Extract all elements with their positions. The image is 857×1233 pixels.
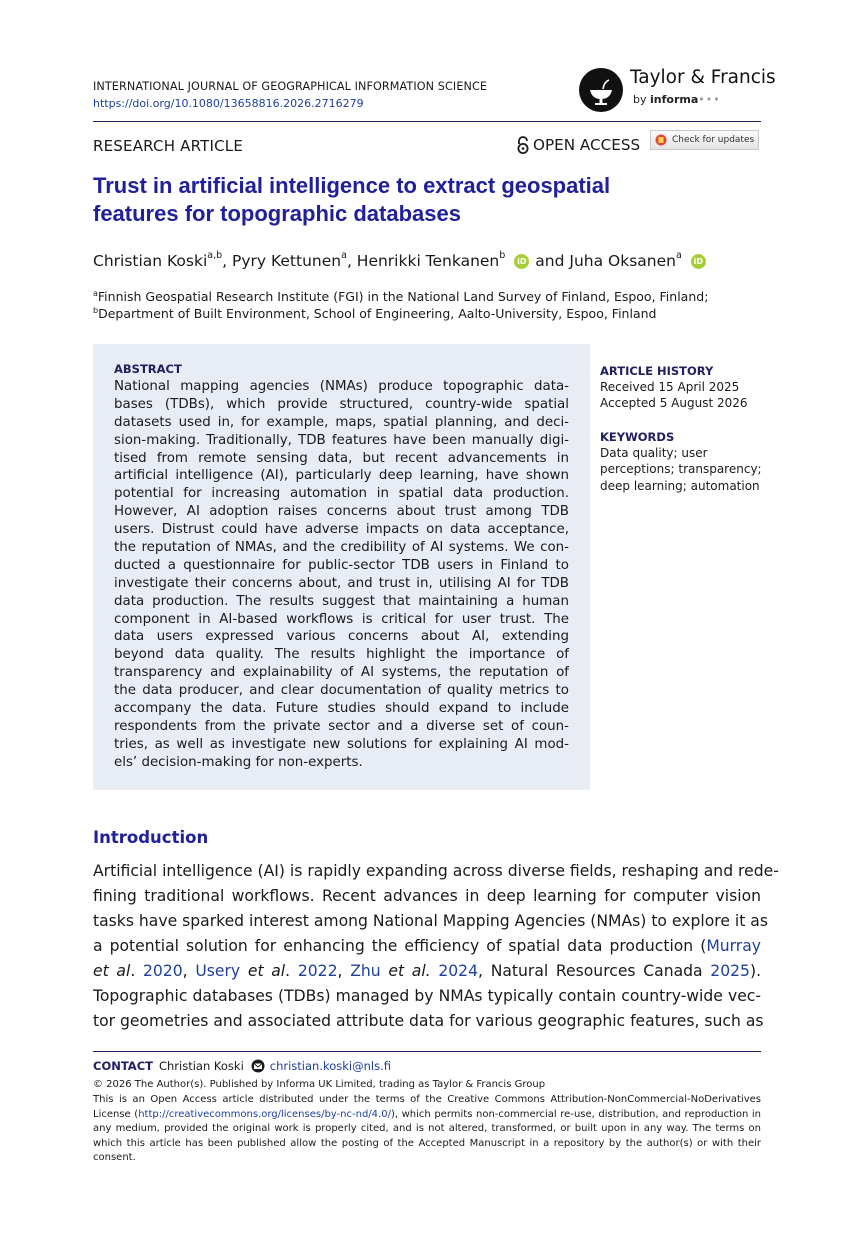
- abstract-line: data production. The results suggest that maintaining a human: [114, 593, 569, 609]
- introduction-body: [93, 859, 779, 1034]
- affiliation-sup: a: [93, 289, 98, 298]
- intro-text: tor geometries and associated attribute data for various geographic features, such as: [93, 1012, 764, 1030]
- abstract-line: els’ decision-making for non-experts.: [114, 754, 363, 770]
- intro-line: [93, 859, 779, 884]
- license-line: [93, 1151, 761, 1166]
- contact-email-link[interactable]: christian.koski@nls.fi: [269, 1059, 391, 1073]
- orcid-icon[interactable]: iD: [691, 254, 706, 269]
- affiliation-a: [93, 289, 708, 304]
- abstract-line: transparency and explainability of AI systems, the reputation of: [114, 665, 569, 681]
- abstract-line: artificial intelligence (AI), particularly deep learning, have shown: [114, 468, 569, 484]
- license-text: consent.: [93, 1152, 136, 1163]
- intro-link[interactable]: 2024: [438, 962, 479, 980]
- license-text: any medium, provided the original work is properly cited, and is not altered, transformed, or built upon in any way. The terms on: [93, 1123, 761, 1134]
- keywords-line: deep learning; automation: [600, 478, 760, 493]
- abstract-line: component in AI-based workflows is critical for user trust. The: [114, 611, 569, 627]
- abstract-line: investigate their concerns about, and trust in, utilising AI for TDB: [114, 575, 569, 591]
- author-list: [93, 249, 712, 270]
- keywords-list: [600, 445, 762, 494]
- abstract-line: beyond data quality. The results highlight the importance of: [114, 647, 569, 663]
- intro-text: fining traditional workflows. Recent advances in deep learning for computer vision: [93, 887, 761, 905]
- intro-line: [93, 909, 768, 934]
- intro-text: .: [130, 962, 143, 980]
- intro-text: Artificial intelligence (AI) is rapidly expanding across diverse fields, reshaping and rede-: [93, 862, 779, 880]
- license-link[interactable]: http://creativecommons.org/licenses/by-nc-nd/4.0/: [138, 1108, 391, 1120]
- open-access-badge: [516, 136, 640, 154]
- abstract-line: datasets used in, for example, maps, spatial planning, and deci-: [114, 414, 569, 430]
- publisher-name: Taylor & Francis: [630, 67, 776, 88]
- author-separator: and: [535, 252, 570, 270]
- intro-line: [93, 1009, 764, 1034]
- doi-link[interactable]: https://doi.org/10.1080/13658816.2026.2716279: [93, 97, 364, 110]
- publisher-sub-brand: informa: [650, 93, 699, 106]
- intro-link[interactable]: 2025: [710, 962, 750, 980]
- author-affil-sup: b: [499, 249, 506, 261]
- article-title: [93, 172, 733, 228]
- abstract-line: potential for increasing automation in spatial data production.: [114, 486, 569, 502]
- publisher-subtitle: [633, 93, 721, 106]
- author-affil-sup: a: [675, 249, 682, 261]
- abstract-line: tries, as well as investigate new solutions for explaining AI mod-: [114, 736, 569, 752]
- open-lock-icon: [516, 136, 530, 154]
- intro-line: [93, 884, 761, 909]
- footer-rule: [93, 1051, 761, 1052]
- abstract-line: sion-making. Traditionally, TDB features have been manually digi-: [114, 432, 569, 448]
- author-affil-sup: a: [341, 249, 347, 261]
- intro-line: [93, 959, 761, 984]
- abstract-line: National mapping agencies (NMAs) produce topographic data-: [114, 379, 569, 394]
- abstract-line: However, AI adoption raises concerns about trust among TDB: [114, 504, 569, 520]
- publisher-logo-mark-icon: [579, 68, 623, 112]
- contact-line: [93, 1059, 391, 1073]
- abstract-line: tised from remote sensing data, but recent advancements in: [114, 450, 569, 466]
- abstract-line: respondents from the private sector and a diverse set of coun-: [114, 718, 569, 734]
- affiliation-b: [93, 306, 656, 321]
- author-separator: ,: [346, 252, 357, 270]
- keywords-heading: KEYWORDS: [600, 430, 675, 444]
- author-name[interactable]: Juha Oksanen: [569, 252, 676, 270]
- open-access-label: OPEN ACCESS: [533, 136, 641, 154]
- journal-name: INTERNATIONAL JOURNAL OF GEOGRAPHICAL INFORMATION SCIENCE: [93, 80, 488, 93]
- abstract-text: [114, 378, 569, 772]
- check-updates-label: Check for updates: [672, 135, 755, 145]
- author-separator: ,: [222, 252, 233, 270]
- intro-text: [240, 962, 248, 980]
- copyright-notice: © 2026 The Author(s). Published by Informa UK Limited, trading as Taylor & Francis Group: [93, 1079, 546, 1090]
- title-line: features for topographic databases: [93, 201, 461, 226]
- intro-link[interactable]: 2020: [142, 962, 183, 980]
- affiliation-text: Finnish Geospatial Research Institute (FGI) in the National Land Survey of Finland, Espoo, Finland;: [97, 289, 709, 304]
- contact-name: Christian Koski: [158, 1059, 244, 1073]
- license-text: License (: [93, 1108, 139, 1120]
- contact-label: CONTACT: [93, 1059, 153, 1073]
- intro-link[interactable]: Zhu: [350, 962, 381, 980]
- keywords-line: perceptions; transparency;: [600, 462, 762, 477]
- abstract-line: bases (TDBs), which provide structured, country-wide spatial: [114, 396, 569, 412]
- intro-text: tasks have sparked interest among National Mapping Agencies (NMAs) to explore it as: [93, 912, 768, 930]
- intro-text: ,: [182, 962, 196, 980]
- intro-text: ,: [337, 962, 351, 980]
- abstract-line: users. Distrust could have adverse impacts on data acceptance,: [114, 522, 569, 538]
- header-rule: [93, 121, 761, 122]
- abstract-line: data users expressed various concerns about AI, extending: [114, 629, 569, 645]
- abstract-heading: ABSTRACT: [114, 362, 182, 376]
- orcid-icon[interactable]: iD: [514, 254, 529, 269]
- intro-link[interactable]: Usery: [195, 962, 241, 980]
- abstract-box: [93, 344, 590, 790]
- keywords-line: Data quality; user: [600, 446, 708, 460]
- section-heading-introduction: Introduction: [93, 828, 209, 847]
- license-line: [93, 1093, 761, 1108]
- intro-text: , Natural Resources Canada: [478, 962, 711, 980]
- intro-line: [93, 934, 761, 959]
- abstract-line: accompany the data. Future studies should expand to include: [114, 701, 569, 717]
- intro-text: .: [285, 962, 298, 980]
- intro-text: ).: [749, 962, 762, 980]
- publisher-logo[interactable]: [579, 66, 776, 112]
- check-updates-button[interactable]: [650, 130, 759, 150]
- license-line: [93, 1122, 761, 1137]
- abstract-line: the data producer, and clear documentation of quality metrics to: [114, 683, 569, 699]
- article-history-dates: [600, 379, 748, 412]
- accepted-date: Accepted 5 August 2026: [600, 396, 748, 411]
- intro-text: Topographic databases (TDBs) managed by NMAs typically contain country-wide vec-: [93, 987, 761, 1005]
- license-notice: [93, 1093, 761, 1166]
- license-text: which this article has been published allow the posting of the Accepted Manuscript in a repository by the author(s) or with their: [93, 1137, 761, 1149]
- publisher-sub-prefix: by: [633, 93, 650, 106]
- license-line: [93, 1137, 761, 1152]
- abstract-line: ducted a questionnaire for public-sector TDB users in Finland to: [114, 557, 569, 573]
- abstract-line: the reputation of NMAs, and the credibility of AI systems. We con-: [114, 540, 569, 556]
- author-name[interactable]: Henrikki Tenkanen: [356, 252, 500, 270]
- intro-line: [93, 984, 761, 1009]
- publisher-sub-dots: •••: [698, 93, 721, 106]
- license-text: ), which permits non-commercial re-use, distribution, and reproduction in: [390, 1108, 761, 1120]
- affiliation-sup: b: [93, 306, 99, 315]
- license-text: This is an Open Access article distributed under the terms of the Creative Commons Attribution-NonCommercial-NoDerivatives: [93, 1094, 761, 1105]
- license-line: [93, 1108, 761, 1123]
- email-icon: [251, 1059, 265, 1073]
- intro-link[interactable]: Murray: [706, 937, 761, 955]
- affiliation-text: Department of Built Environment, School of Engineering, Aalto-University, Espoo, Finland: [98, 306, 657, 321]
- intro-text: et al: [93, 962, 131, 980]
- intro-text: et al.: [388, 962, 431, 980]
- received-date: Received 15 April 2025: [600, 380, 740, 394]
- intro-text: et al: [247, 962, 286, 980]
- article-history-heading: ARTICLE HISTORY: [600, 364, 714, 378]
- intro-text: a potential solution for enhancing the efficiency of spatial data production (: [93, 937, 707, 955]
- author-name[interactable]: Pyry Kettunen: [232, 252, 342, 270]
- article-type: RESEARCH ARTICLE: [93, 137, 244, 155]
- title-line: Trust in artificial intelligence to extract geospatial: [93, 173, 611, 198]
- crossmark-icon: [655, 134, 667, 146]
- author-name[interactable]: Christian Koski: [93, 252, 208, 270]
- author-affil-sup: a,b: [207, 249, 223, 261]
- intro-link[interactable]: 2022: [297, 962, 338, 980]
